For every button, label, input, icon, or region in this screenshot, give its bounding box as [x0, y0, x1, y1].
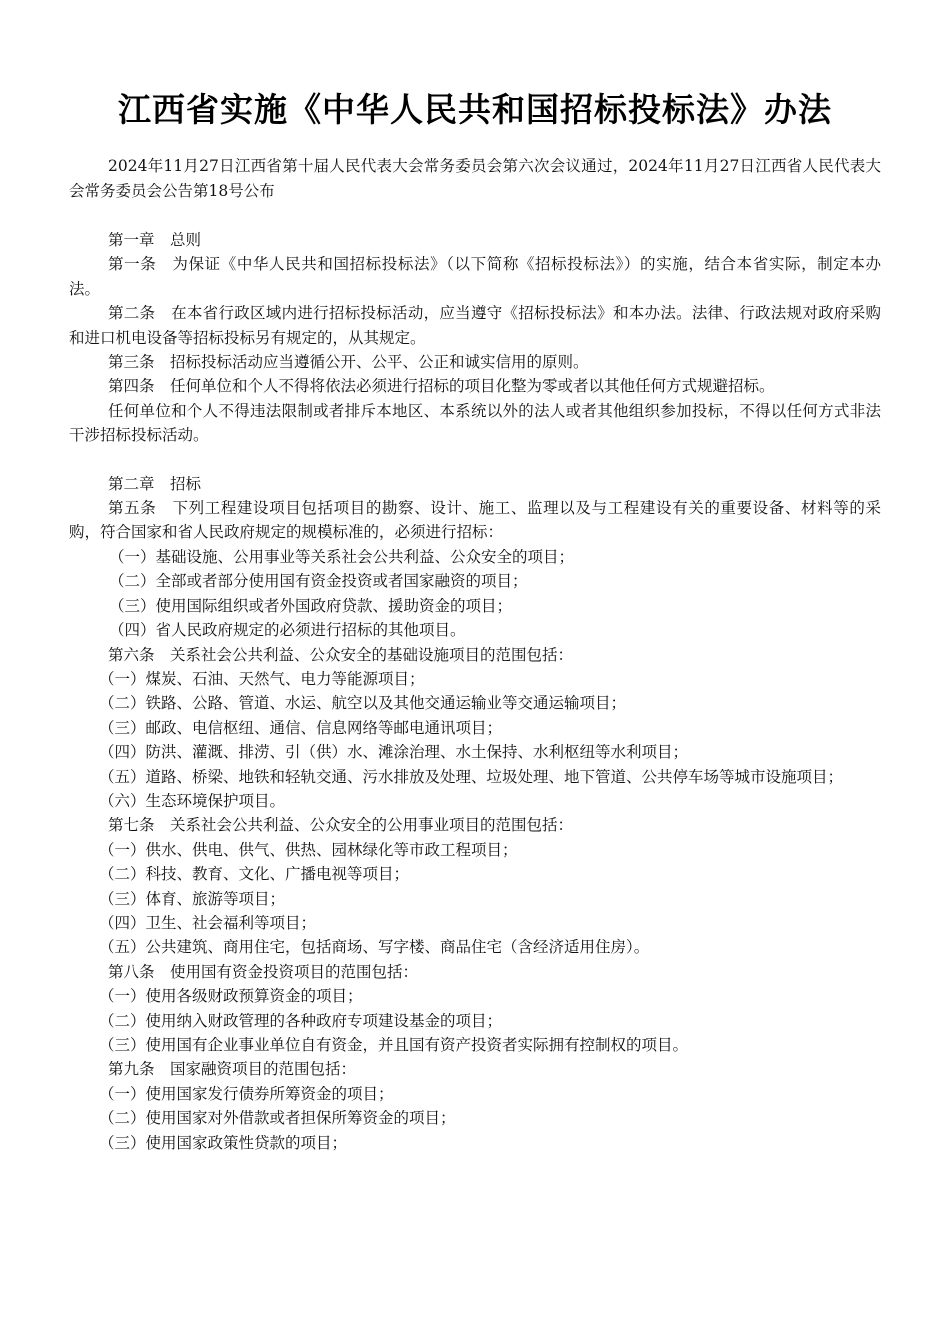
article-7-item: （一）供水、供电、供气、供热、园林绿化等市政工程项目； — [99, 840, 518, 859]
article-8-item: （三）使用国有企业事业单位自有资金，并且国有资产投资者实际拥有控制权的项目。 — [99, 1036, 689, 1054]
article-5-item: （二）全部或者部分使用国有资金投资或者国家融资的项目； — [109, 572, 528, 591]
article-9-item: （二）使用国家对外借款或者担保所筹资金的项目； — [99, 1109, 456, 1128]
article-6-item: （四）防洪、灌溉、排涝、引（供）水、滩涂治理、水土保持、水利枢纽等水利项目； — [99, 743, 689, 762]
document-title: 江西省实施《中华人民共和国招标投标法》办法 — [118, 90, 832, 129]
article-6-item: （六）生态环境保护项目。 — [99, 791, 286, 810]
chapter-2 — [69, 472, 881, 1155]
article-6-item: （一）煤炭、石油、天然气、电力等能源项目； — [99, 669, 425, 688]
article-9-item: （一）使用国家发行债券所筹资金的项目； — [99, 1084, 394, 1103]
article-4: 第四条 任何单位和个人不得将依法必须进行招标的项目化整为零或者以其他任何方式规避招标。 — [108, 377, 775, 396]
chapter-1 — [69, 228, 881, 448]
document-page — [69, 88, 881, 1179]
article-1: 第一条 为保证《中华人民共和国招标投标法》（以下简称《招标投标法》）的实施，结合本省实际，制定本办法。 — [69, 255, 881, 298]
article-3: 第三条 招标投标活动应当遵循公开、公平、公正和诚实信用的原则。 — [108, 353, 589, 372]
article-8-item: （一）使用各级财政预算资金的项目； — [99, 987, 363, 1006]
chapter-heading: 第一章 总则 — [108, 231, 202, 249]
article-9: 第九条 国家融资项目的范围包括： — [108, 1060, 357, 1079]
article-5-item: （四）省人民政府规定的必须进行招标的其他项目。 — [109, 621, 466, 640]
article-6-item: （五）道路、桥梁、地铁和轻轨交通、污水排放及处理、垃圾处理、地下管道、公共停车场等城市设施项目； — [99, 767, 844, 786]
article-7-item: （五）公共建筑、商用住宅，包括商场、写字楼、商品住宅（含经济适用住房）。 — [99, 938, 650, 957]
chapter-heading: 第二章 招标 — [108, 474, 202, 493]
article-4-paragraph-2: 任何单位和个人不得违法限制或者排斥本地区、本系统以外的法人或者其他组织参加投标，不得以任何方式非法干涉招标投标活动。 — [69, 401, 881, 445]
article-5: 第五条 下列工程建设项目包括项目的勘察、设计、施工、监理以及与工程建设有关的重要设备、材料等的采购，符合国家和省人民政府规定的规模标准的，必须进行招标： — [69, 499, 881, 542]
article-7-item: （二）科技、教育、文化、广播电视等项目； — [99, 865, 410, 884]
document-subtitle: 2024年11月27日江西省第十届人民代表大会常务委员会第六次会议通过，2024年11月27日江西省人民代表大会常务委员会公告第18号公布 — [69, 157, 881, 200]
article-9-item: （三）使用国家政策性贷款的项目； — [99, 1133, 348, 1152]
article-2: 第二条 在本省行政区域内进行招标投标活动，应当遵守《招标投标法》和本办法。法律、行政法规对政府采购和进口机电设备等招标投标另有规定的，从其规定。 — [69, 304, 881, 347]
article-6-item: （三）邮政、电信枢纽、通信、信息网络等邮电通讯项目； — [99, 718, 503, 737]
article-5-item: （一）基础设施、公用事业等关系社会公共利益、公众安全的项目； — [109, 547, 575, 566]
article-7-item: （三）体育、旅游等项目； — [99, 889, 286, 908]
article-8: 第八条 使用国有资金投资项目的范围包括： — [108, 962, 419, 981]
article-7-item: （四）卫生、社会福利等项目； — [99, 913, 317, 932]
article-6-item: （二）铁路、公路、管道、水运、航空以及其他交通运输业等交通运输项目； — [99, 694, 627, 713]
article-8-item: （二）使用纳入财政管理的各种政府专项建设基金的项目； — [99, 1011, 503, 1030]
article-5-item: （三）使用国际组织或者外国政府贷款、援助资金的项目； — [109, 596, 513, 615]
article-6: 第六条 关系社会公共利益、公众安全的基础设施项目的范围包括： — [108, 645, 574, 664]
article-7: 第七条 关系社会公共利益、公众安全的公用事业项目的范围包括： — [108, 816, 574, 835]
